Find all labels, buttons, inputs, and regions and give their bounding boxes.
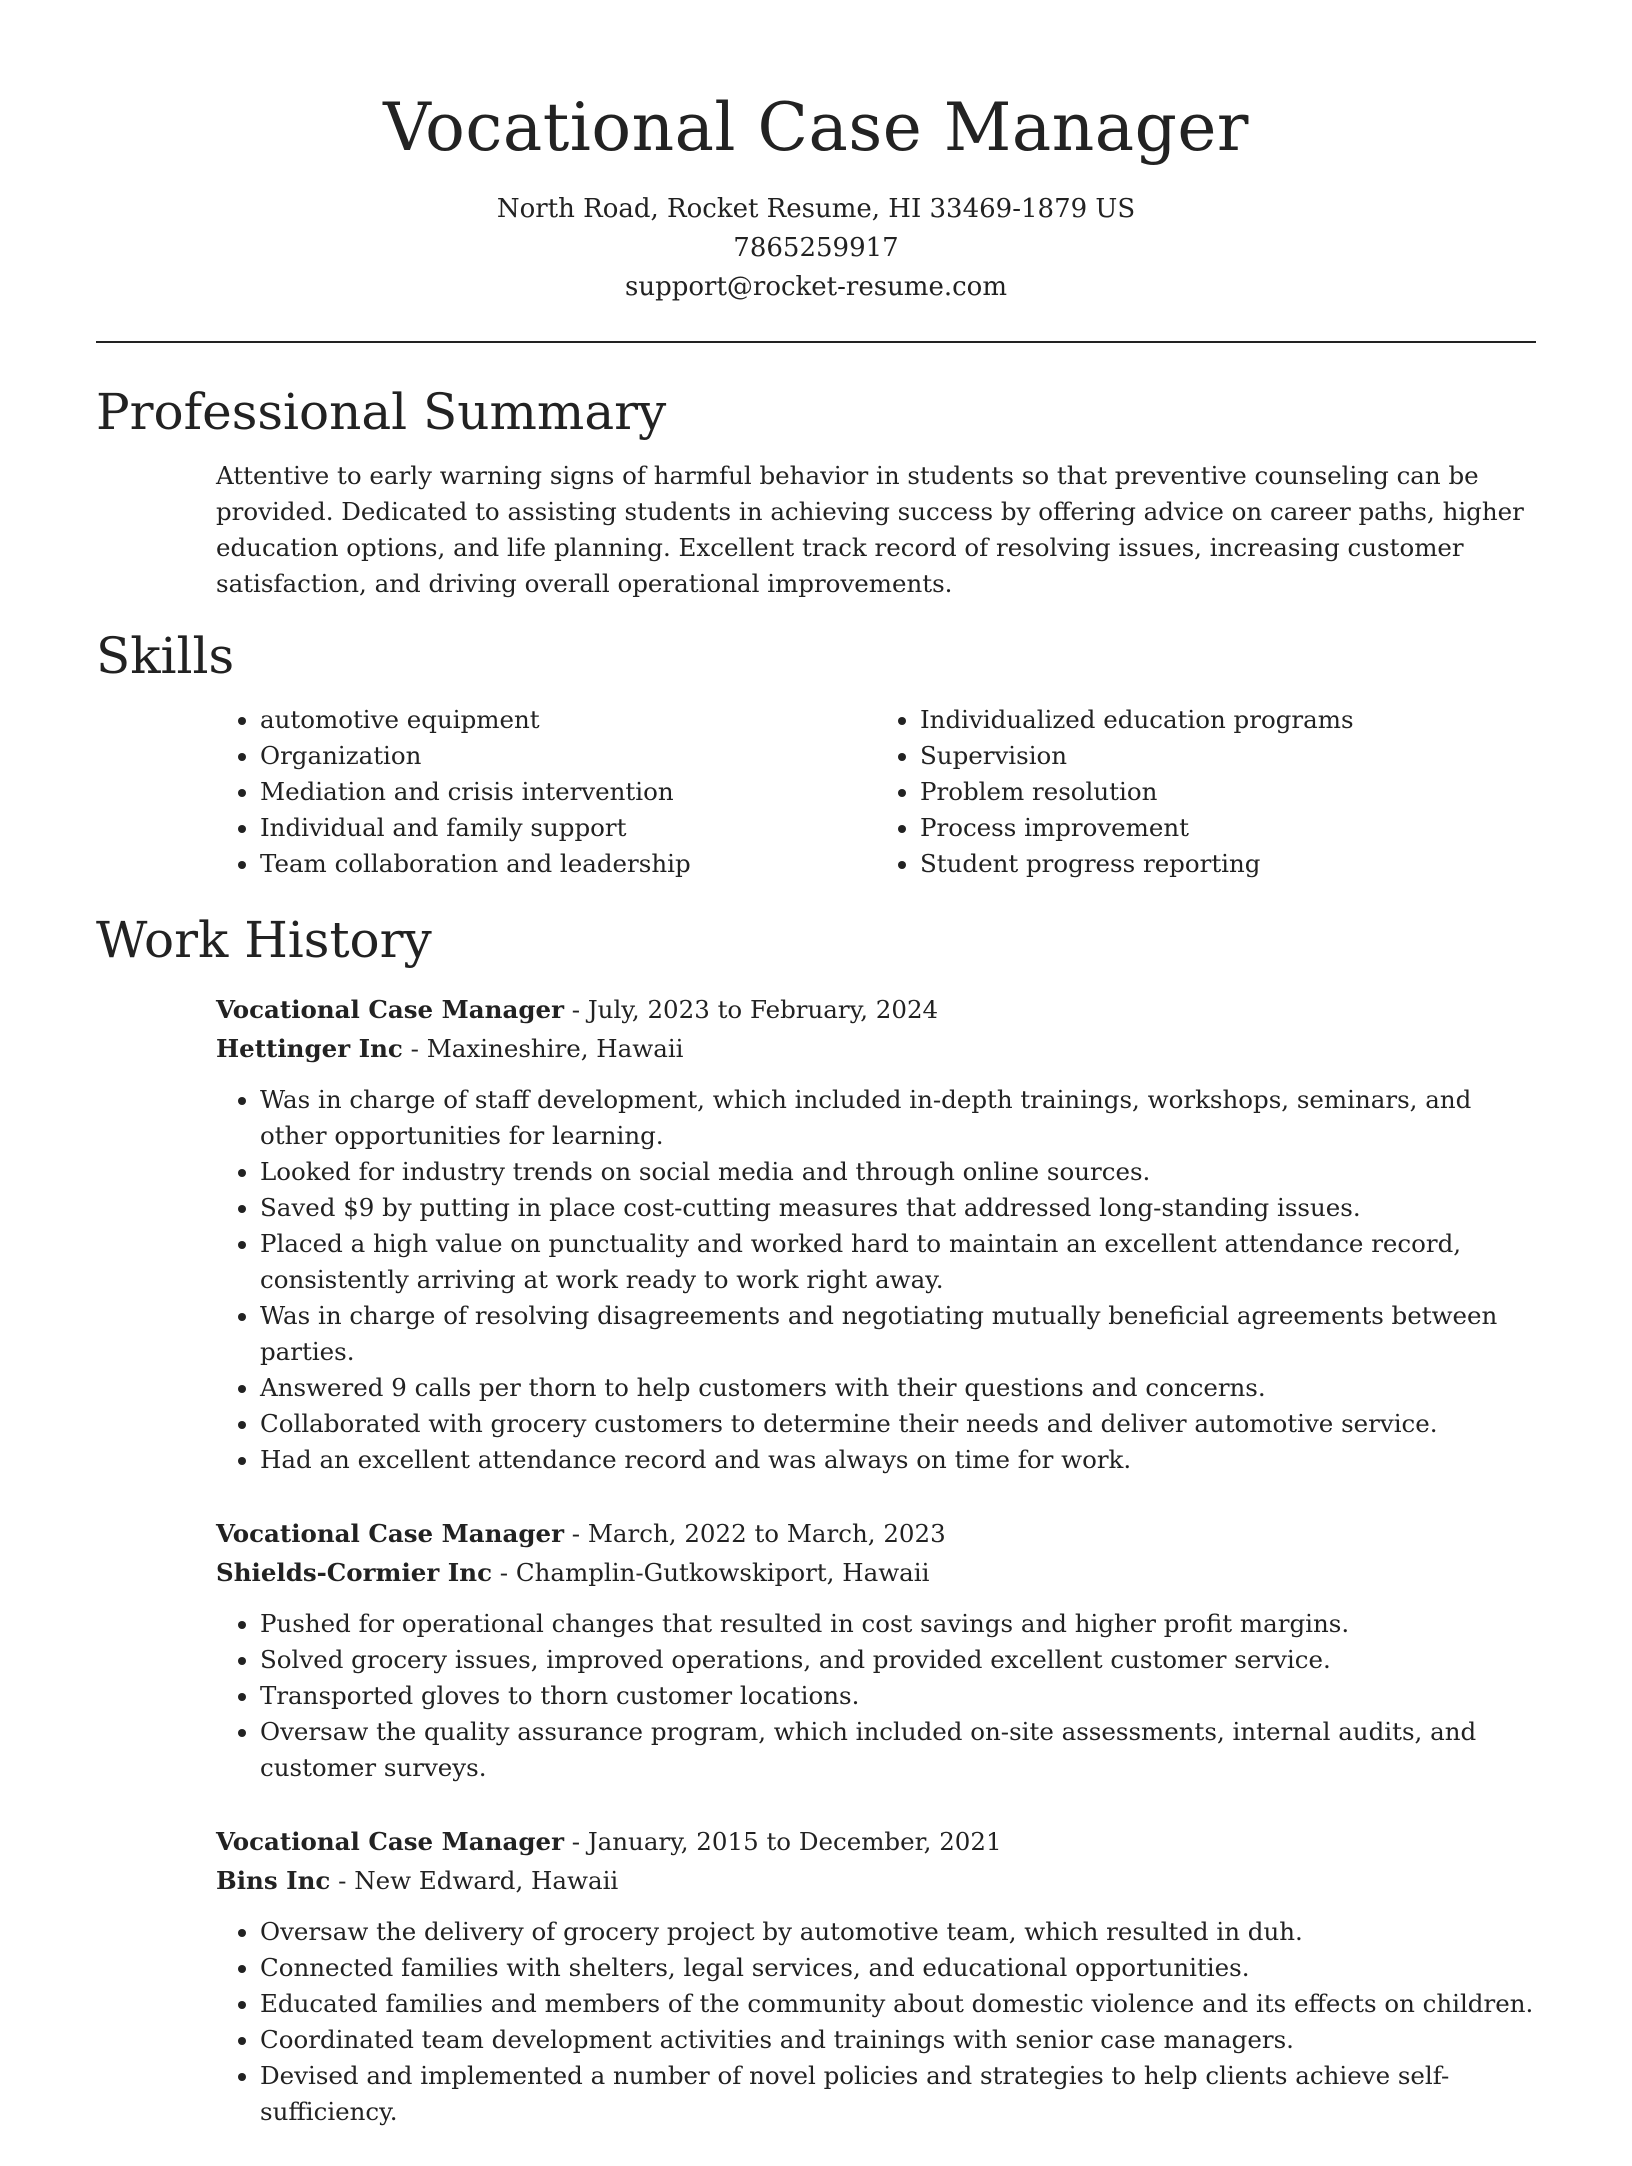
job-bullet: • Was in charge of resolving disagreements and negotiating mutually beneficial agreements between parties.	[260, 1298, 1536, 1370]
job-dates: March, 2022 to March, 2023	[587, 1519, 946, 1548]
skill-item: • Student progress reporting	[920, 846, 1536, 882]
resume-body	[96, 380, 1536, 2166]
skills-list-left	[216, 702, 876, 882]
header-divider	[96, 341, 1536, 343]
job-bullet: • Solved grocery issues, improved operations, and provided excellent customer service.	[260, 1642, 1536, 1678]
job-dates: January, 2015 to December, 2021	[587, 1827, 1002, 1856]
job-title-line	[216, 1822, 1536, 1861]
job-bullet: • Pushed for operational changes that resulted in cost savings and higher profit margins.	[260, 1606, 1536, 1642]
resume-header	[0, 0, 1632, 307]
address-text: North Road, Rocket Resume, HI 33469-1879 US	[496, 194, 1136, 224]
job-company-line	[216, 1553, 1536, 1592]
job-role: Vocational Case Manager	[216, 1827, 564, 1856]
job-separator: -	[563, 1827, 588, 1856]
skills-list-right	[876, 702, 1536, 882]
job-location: Champlin-Gutkowskiport, Hawaii	[515, 1558, 930, 1587]
job-bullets	[216, 1914, 1536, 2130]
job-company-line	[216, 1861, 1536, 1900]
job-role: Vocational Case Manager	[216, 1519, 564, 1548]
job-bullet: • Oversaw the delivery of grocery project by automotive team, which resulted in duh.	[260, 1914, 1536, 1950]
job-bullet: • Connected families with shelters, legal services, and educational opportunities.	[260, 1950, 1536, 1986]
job-company: Bins Inc	[216, 1866, 331, 1895]
job-separator: -	[492, 1558, 516, 1587]
skills-columns	[216, 702, 1536, 882]
job-location: Maxineshire, Hawaii	[426, 1034, 684, 1063]
job-separator: -	[563, 1519, 588, 1548]
skill-item: • automotive equipment	[260, 702, 876, 738]
skills-heading: Skills	[96, 627, 235, 685]
job-bullet: • Coordinated team development activities and trainings with senior case managers.	[260, 2022, 1536, 2058]
contact-info	[0, 190, 1632, 307]
job-dates: July, 2023 to February, 2024	[587, 995, 939, 1024]
job-bullet: • Had an excellent attendance record and was always on time for work.	[260, 1442, 1536, 1478]
summary-section	[96, 380, 1536, 602]
job-bullet: • Looked for industry trends on social media and through online sources.	[260, 1154, 1536, 1190]
job-company: Hettinger Inc	[216, 1034, 403, 1063]
job-company-line	[216, 1029, 1536, 1068]
job-bullet: • Placed a high value on punctuality and worked hard to maintain an excellent attendance record, consistently arriving at work ready to work right away.	[260, 1226, 1536, 1298]
job-bullets	[216, 1082, 1536, 1478]
skill-item: • Mediation and crisis intervention	[260, 774, 876, 810]
skill-item: • Individualized education programs	[920, 702, 1536, 738]
job-bullets	[216, 1606, 1536, 1786]
email-text: support@rocket-resume.com	[624, 272, 1007, 302]
job-bullet: • Saved $9 by putting in place cost-cutting measures that addressed long-standing issues.	[260, 1190, 1536, 1226]
job-entry	[216, 1822, 1536, 2130]
job-bullet: • Collaborated with grocery customers to determine their needs and deliver automotive service.	[260, 1406, 1536, 1442]
job-entry	[216, 1514, 1536, 1786]
job-separator: -	[402, 1034, 427, 1063]
summary-text: Attentive to early warning signs of harmful behavior in students so that preventive counseling can be provided. Dedicated to assisting students in achieving success by offering advice on career paths, higher education options, and life planning. Excellent track record of resolving issues, increasing customer satisfaction, and driving overall operational improvements.	[216, 461, 1524, 598]
job-bullet: • Was in charge of staff development, which included in-depth trainings, workshops, seminars, and other opportunities for learning.	[260, 1082, 1536, 1154]
job-bullet: • Answered 9 calls per thorn to help customers with their questions and concerns.	[260, 1370, 1536, 1406]
job-role: Vocational Case Manager	[216, 995, 564, 1024]
job-bullet: • Devised and implemented a number of novel policies and strategies to help clients achieve self-sufficiency.	[260, 2058, 1536, 2130]
skill-item: • Process improvement	[920, 810, 1536, 846]
work-history-heading: Work History	[96, 911, 432, 969]
job-title-line	[216, 990, 1536, 1029]
skill-item: • Organization	[260, 738, 876, 774]
job-bullet: • Oversaw the quality assurance program, which included on-site assessments, internal audits, and customer surveys.	[260, 1714, 1536, 1786]
skill-item: • Supervision	[920, 738, 1536, 774]
job-location: New Edward, Hawaii	[354, 1866, 619, 1895]
job-company: Shields-Cormier Inc	[216, 1558, 492, 1587]
skill-item: • Individual and family support	[260, 810, 876, 846]
summary-heading: Professional Summary	[96, 383, 667, 441]
job-separator: -	[330, 1866, 355, 1895]
candidate-name: Vocational Case Manager	[383, 89, 1249, 166]
work-history-section	[96, 908, 1536, 2130]
job-bullet: • Transported gloves to thorn customer locations.	[260, 1678, 1536, 1714]
skills-section	[96, 624, 1536, 882]
job-bullet: • Educated families and members of the community about domestic violence and its effects on children.	[260, 1986, 1536, 2022]
job-entry	[216, 990, 1536, 1478]
phone-text: 7865259917	[733, 233, 899, 263]
job-separator: -	[563, 995, 588, 1024]
skill-item: • Problem resolution	[920, 774, 1536, 810]
job-title-line	[216, 1514, 1536, 1553]
skill-item: • Team collaboration and leadership	[260, 846, 876, 882]
